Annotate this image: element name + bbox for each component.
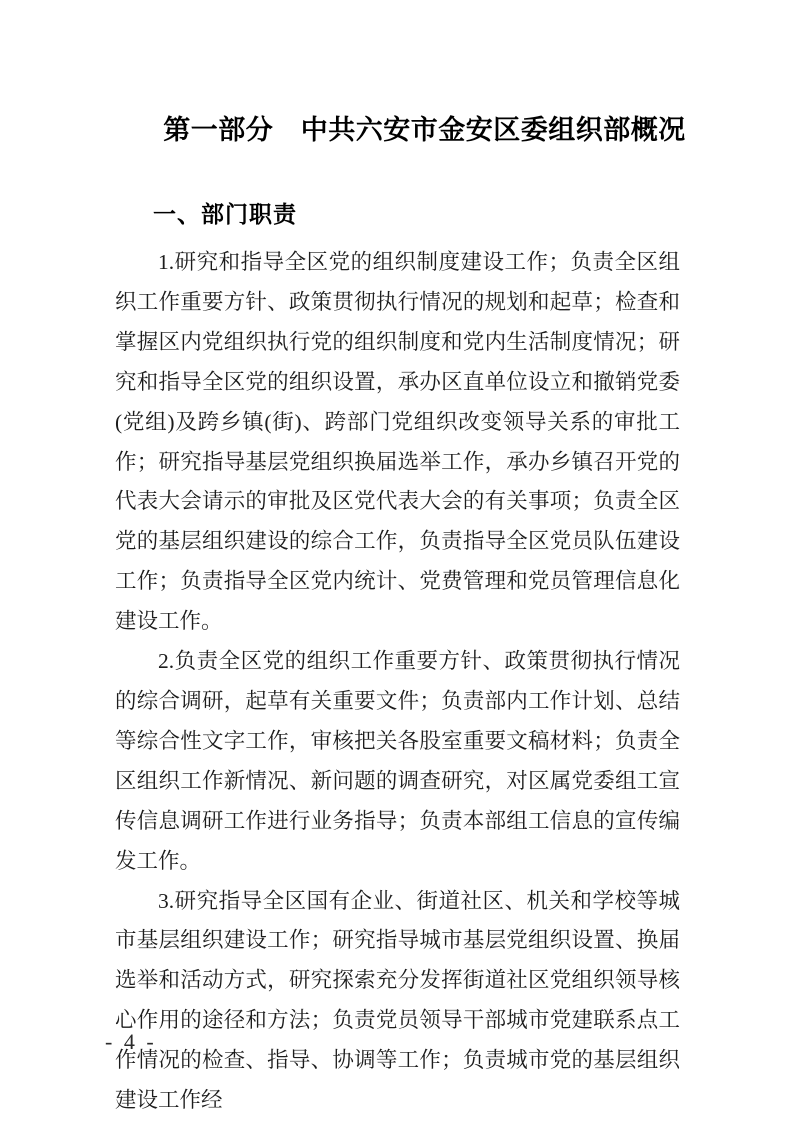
paragraph-2: 2.负责全区党的组织工作重要方针、政策贯彻执行情况的综合调研，起草有关重要文件；负责部内工作计划、总结等综合性文字工作，审核把关各股室重要文稿材料；负责全区组织工作新情况、新问题的调查研究，对区属党委组工宣传信息调研工作进行业务指导；负责本部组工信息的宣传编发工作。: [115, 649, 680, 873]
page-number: - 4 -: [105, 1029, 157, 1054]
paragraph-1: 1.研究和指导全区党的组织制度建设工作；负责全区组织工作重要方针、政策贯彻执行情况的规划和起草；检查和掌握区内党组织执行党的组织制度和党内生活制度情况；研究和指导全区党的组织设置，承办区直单位设立和撤销党委(党组)及跨乡镇(街)、跨部门党组织改变领导关系的审批工作；研究指导基层党组织换届选举工作，承办乡镇召开党的代表大会请示的审批及区党代表大会的有关事项；负责全区党的基层组织建设的综合工作，负责指导全区党员队伍建设工作；负责指导全区党内统计、党费管理和党员管理信息化建设工作。: [115, 250, 680, 634]
section-heading: 一、部门职责: [153, 201, 297, 227]
document-body: [115, 243, 680, 1121]
paragraph-3: 3.研究指导全区国有企业、街道社区、机关和学校等城市基层组织建设工作；研究指导城市基层党组织设置、换届选举和活动方式，研究探索充分发挥街道社区党组织领导核心作用的途径和方法；负责党员领导干部城市党建联系点工作情况的检查、指导、协调等工作；负责城市党的基层组织建设工作经: [115, 888, 680, 1113]
document-title: 第一部分 中共六安市金安区委组织部概况: [163, 115, 686, 145]
